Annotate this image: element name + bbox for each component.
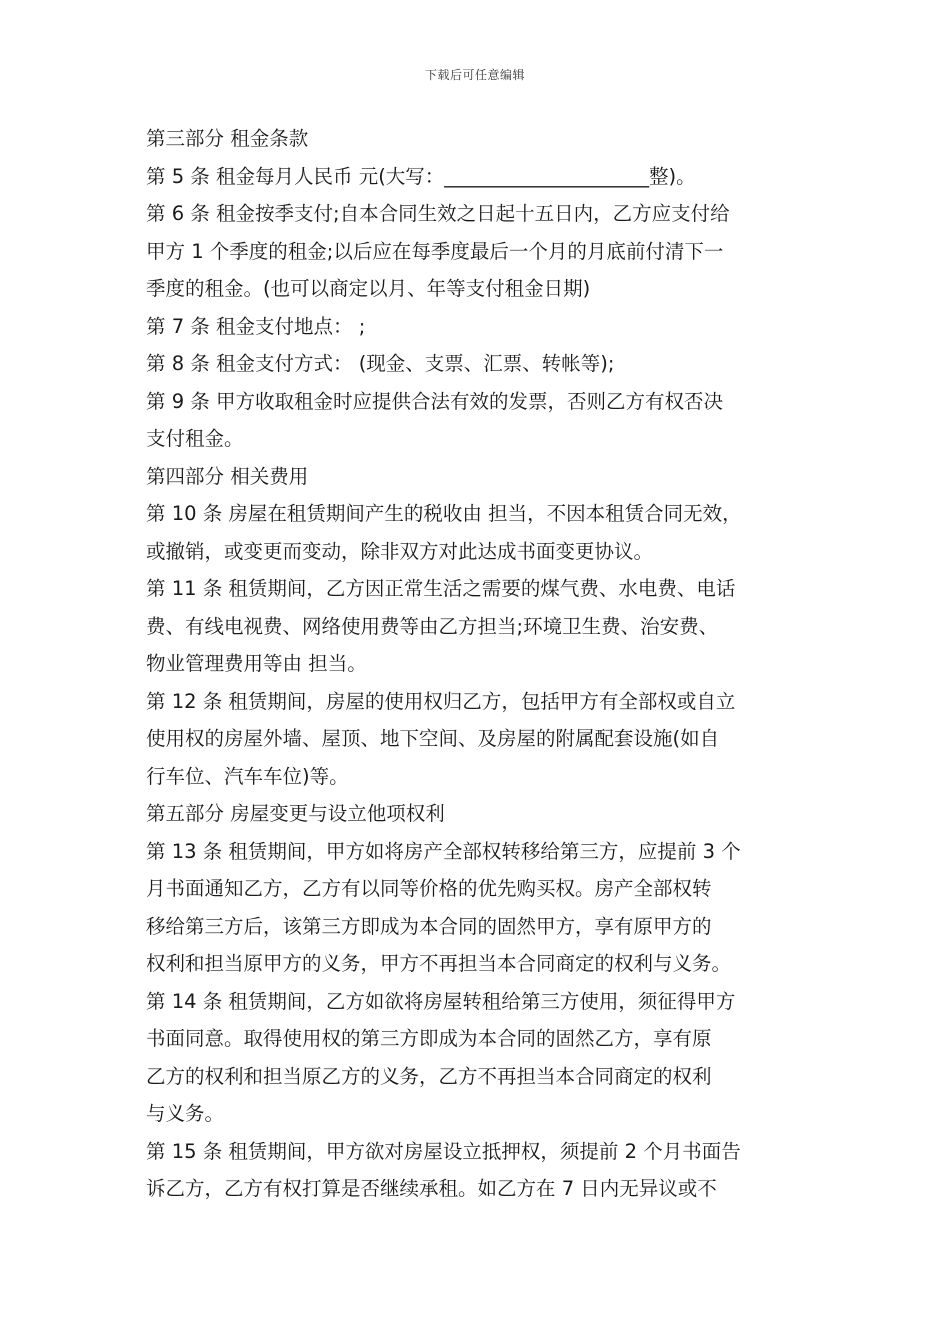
clause-line: 与义务。 <box>146 1102 225 1125</box>
clause-line: 移给第三方后，该第三方即成为本合同的固然甲方，享有原甲方的 <box>146 914 712 938</box>
clause-line: 第 14 条 租赁期间，乙方如欲将房屋转租给第三方使用，须征得甲方 <box>146 989 736 1013</box>
clause-line: 第 10 条 房屋在租赁期间产生的税收由 担当，不因本租赁合同无效， <box>146 502 742 525</box>
document-body <box>146 120 826 1208</box>
clause-line: 权利和担当原甲方的义务，甲方不再担当本合同商定的权利与义务。 <box>146 952 732 975</box>
clause-line: 第 11 条 租赁期间，乙方因正常生活之需要的煤气费、水电费、电话 <box>146 577 736 600</box>
section-heading: 第三部分 租金条款 <box>146 127 309 150</box>
clause-line: 第 15 条 租赁期间，甲方欲对房屋设立抵押权，须提前 2 个月书面告 <box>146 1139 741 1163</box>
clause-line: 诉乙方，乙方有权打算是否继续承租。如乙方在 7 日内无异议或不 <box>146 1177 717 1200</box>
clause-line: 行车位、汽车车位)等。 <box>146 764 349 788</box>
clause-line: 支付租金。 <box>146 427 244 450</box>
clause-line: 季度的租金。(也可以商定以月、年等支付租金日期) <box>146 277 591 300</box>
clause-line: 使用权的房屋外墙、屋顶、地下空间、及房屋的附属配套设施(如自 <box>146 727 720 750</box>
clause-line: 物业管理费用等由 担当。 <box>146 652 367 675</box>
clause-line: 第 6 条 租金按季支付;自本合同生效之日起十五日内，乙方应支付给 <box>146 202 730 225</box>
clause-line: 书面同意。取得使用权的第三方即成为本合同的固然乙方，享有原 <box>146 1027 712 1050</box>
clause-line: 第 8 条 租金支付方式： (现金、支票、汇票、转帐等); <box>146 352 615 375</box>
clause-line: 第 9 条 甲方收取租金时应提供合法有效的发票，否则乙方有权否决 <box>146 389 724 413</box>
clause-line: 月书面通知乙方，乙方有以同等价格的优先购买权。房产全部权转 <box>146 877 712 900</box>
clause-line: 或撤销，或变更而变动，除非双方对此达成书面变更协议。 <box>146 539 654 563</box>
clause-line: 费、有线电视费、网络使用费等由乙方担当;环境卫生费、治安费、 <box>146 614 719 638</box>
clause-line: 第 13 条 租赁期间，甲方如将房产全部权转移给第三方，应提前 3 个 <box>146 839 741 863</box>
page-header: 下载后可任意编辑 <box>424 68 525 82</box>
section-heading: 第四部分 相关费用 <box>146 464 309 488</box>
clause-line: 第 5 条 租金每月人民币 元(大写：_____________________整)。 <box>146 164 696 188</box>
clause-line: 乙方的权利和担当原乙方的义务，乙方不再担当本合同商定的权利 <box>146 1064 712 1088</box>
clause-line: 第 12 条 租赁期间，房屋的使用权归乙方，包括甲方有全部权或自立 <box>146 689 736 713</box>
section-heading: 第五部分 房屋变更与设立他项权利 <box>146 802 445 825</box>
clause-line: 第 7 条 租金支付地点： ; <box>146 314 366 338</box>
clause-line: 甲方 1 个季度的租金;以后应在每季度最后一个月的月底前付清下一 <box>146 239 724 263</box>
